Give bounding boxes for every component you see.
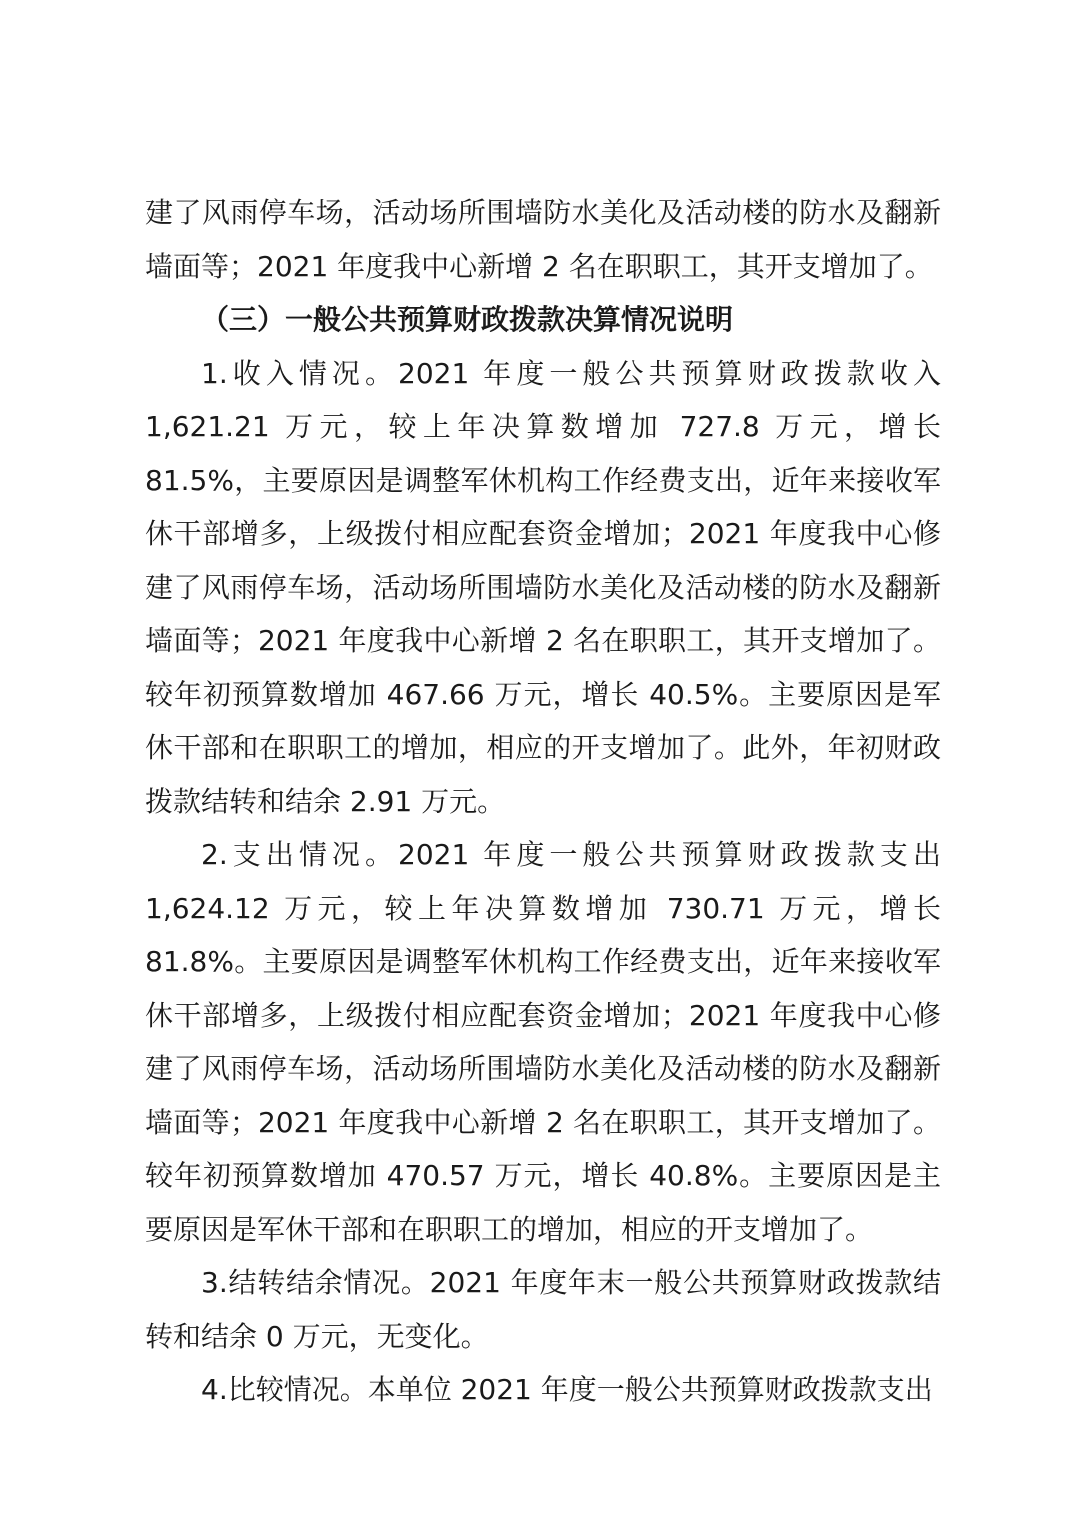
balance-paragraph: 3.结转结余情况。2021 年度年末一般公共预算财政拨款结转和结余 0 万元，无变化。 xyxy=(145,1266,941,1353)
comparison-paragraph: 4.比较情况。本单位 2021 年度一般公共预算财政拨款支出 xyxy=(201,1373,933,1406)
document-body xyxy=(145,186,941,1417)
expenditure-paragraph: 2.支出情况。2021 年度一般公共预算财政拨款支出 1,624.12 万元，较上年决算数增加 730.71 万元，增长 81.8%。主要原因是调整军休机构工作经费支出，近年来接收军休干部增多，上级拨付相应配套资金增加；2021 年度我中心修建了风雨停车场，活动场所围墙防水美化及活动楼的防水及翻新墙面等；2021 年度我中心新增 2 名在职职工，其开支增加了。较年初预算数增加 470.57 万元，增长 40.8%。主要原因是主要原因是军休干部和在职职工的增加，相应的开支增加了。 xyxy=(145,838,941,1246)
section-heading: （三）一般公共预算财政拨款决算情况说明 xyxy=(201,303,734,336)
income-paragraph: 1.收入情况。2021 年度一般公共预算财政拨款收入 1,621.21 万元，较上年决算数增加 727.8 万元，增长 81.5%，主要原因是调整军休机构工作经费支出，近年来接收军休干部增多，上级拨付相应配套资金增加；2021 年度我中心修建了风雨停车场，活动场所围墙防水美化及活动楼的防水及翻新墙面等；2021 年度我中心新增 2 名在职职工，其开支增加了。较年初预算数增加 467.66 万元，增长 40.5%。主要原因是军休干部和在职职工的增加，相应的开支增加了。此外，年初财政拨款结转和结余 2.91 万元。 xyxy=(145,356,941,818)
continuation-paragraph: 建了风雨停车场，活动场所围墙防水美化及活动楼的防水及翻新墙面等；2021 年度我中心新增 2 名在职职工，其开支增加了。 xyxy=(145,196,941,283)
